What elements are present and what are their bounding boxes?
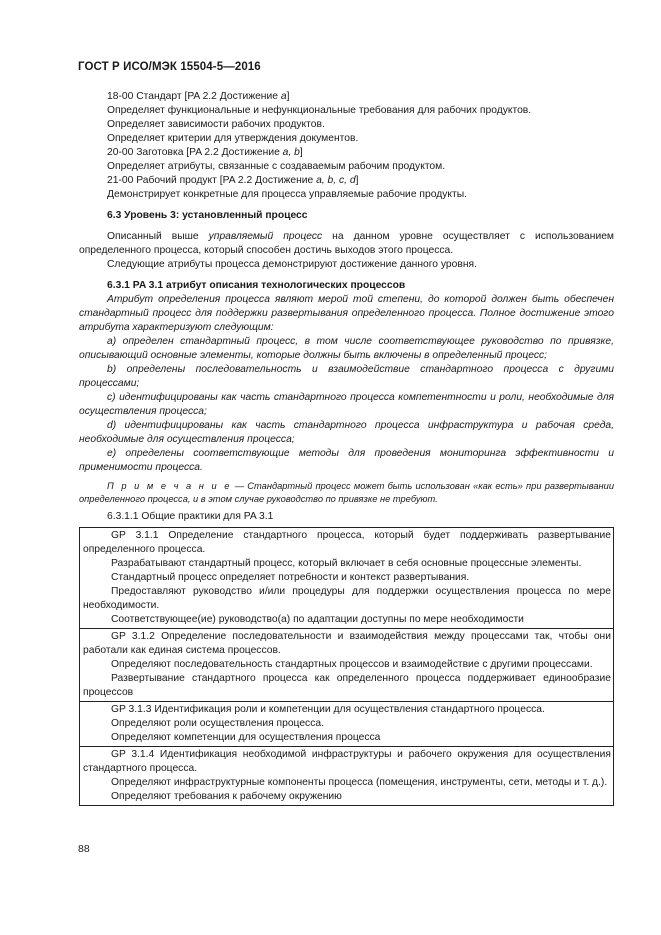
note-text: — Стандартный процесс может быть использован «как есть» при развертывании определенного процесса, и в этом случае руководство по привязке не требуют.: [79, 481, 615, 504]
item-bracket: ]: [299, 147, 303, 158]
practice-line: Определяют инфраструктурные компоненты процесса (помещения, инструменты, сети, методы и т. д.).: [111, 777, 608, 788]
item-letters: a: [280, 91, 287, 102]
item-bracket: ]: [286, 91, 290, 102]
work-product-21-00: [79, 174, 614, 188]
practice-line: Определяют последовательность стандартных процессов и взаимодействие с другими процессами.: [111, 659, 593, 670]
work-product-line: Определяет атрибуты, связанные с создаваемым рабочим продуктом.: [107, 161, 446, 172]
practice-line: Разрабатывают стандартный процесс, который включает в себя основные процессные элементы.: [111, 558, 582, 569]
practices-table: [79, 527, 614, 806]
note: [79, 480, 614, 506]
item-text: 21-00 Рабочий продукт [PA 2.2 Достижение: [107, 175, 317, 186]
practice-gp-3-1-4: [80, 747, 613, 805]
section-attributes-text: Следующие атрибуты процесса демонстрируют достижение данного уровня.: [107, 259, 477, 270]
practice-heading: GP 3.1.3 Идентификация роли и компетенции для осуществления стандартного процесса.: [111, 704, 545, 715]
work-product-18-00: [79, 90, 614, 104]
intro-emphasis: управляемый процесс: [208, 231, 323, 242]
practice-line: Предоставляют руководство и/или процедуры для поддержки осуществления процесса по мере необходимости.: [83, 586, 611, 611]
practice-line: Развертывание стандартного процесса как определенного процесса поддерживает единообразие процессов: [83, 673, 611, 698]
section-title: 6.3 Уровень 3: установленный процесс: [107, 210, 308, 221]
intro-text: Описанный выше: [107, 231, 209, 242]
practice-line: Определяют роли осуществления процесса.: [111, 718, 324, 729]
practice-heading: GP 3.1.2 Определение последовательности и взаимодействия между процессами так, чтобы они работали как единая система процессов.: [83, 631, 611, 656]
practice-line: Соответствующее(ие) руководство(а) по адаптации доступны по мере необходимости: [111, 614, 524, 625]
criterion-e: e) определены соответствующие методы для проведения мониторинга эффективности и применимости процесса.: [79, 448, 614, 473]
work-product-line: Демонстрирует конкретные для процесса управляемые рабочие продукты.: [107, 189, 467, 200]
note-label: П р и м е ч а н и е: [107, 481, 232, 491]
work-product-line: Определяет зависимости рабочих продуктов.: [107, 119, 325, 130]
work-product-line: Определяет функциональные и нефункциональные требования для рабочих продуктов.: [107, 105, 532, 116]
criterion-d: d) идентифицированы как часть стандартного процесса инфраструктура и рабочая среда, необходимые для осуществления процесса;: [79, 420, 614, 445]
practice-heading: GP 3.1.4 Идентификация необходимой инфраструктуры и рабочего окружения для осуществления стандартного процесса.: [83, 749, 611, 774]
item-text: 20-00 Заготовка [PA 2.2 Достижение: [107, 147, 283, 158]
page-content: [79, 90, 614, 806]
practice-heading: GP 3.1.1 Определение стандартного процесса, который будет поддерживать развертывание определенного процесса.: [83, 530, 611, 555]
criterion-c: c) идентифицированы как часть стандартного процесса компетентности и роли, необходимые для осуществления процесса;: [79, 392, 614, 417]
intro-text: на данном уровне осуществляет с использованием определенного процесса, который способен достичь выходов этого процесса.: [79, 231, 614, 256]
practice-gp-3-1-1: [80, 528, 613, 629]
practice-line: Определяют компетенции для осуществления процесса: [111, 732, 381, 743]
item-letters: a, b: [282, 147, 300, 158]
item-bracket: ]: [355, 175, 359, 186]
practice-gp-3-1-3: [80, 702, 613, 747]
practices-title: 6.3.1.1 Общие практики для PA 3.1: [107, 511, 274, 522]
work-product-line: Определяет критерии для утверждения документов.: [107, 133, 359, 144]
criterion-b: b) определены последовательность и взаимодействие стандартного процесса с другими процессами;: [79, 364, 614, 389]
subsection-title: 6.3.1 PA 3.1 атрибут описания технологических процессов: [107, 280, 406, 291]
work-product-20-00: [79, 146, 614, 160]
item-text: 18-00 Стандарт [PA 2.2 Достижение: [107, 91, 281, 102]
section-intro: [79, 230, 614, 258]
page-number: 88: [78, 843, 90, 855]
subsection-intro: Атрибут определения процесса являют мерой той степени, до которой должен быть обеспечен стандартный процесс для поддержки развертывания определенного процесса. Полное достижение этого атрибута характеризуют следующим:: [79, 294, 614, 333]
item-letters: a, b, c, d: [316, 175, 356, 186]
practice-line: Определяют требования к рабочему окружению: [111, 791, 342, 802]
practice-line: Стандартный процесс определяет потребности и контекст развертывания.: [111, 572, 470, 583]
criterion-a: a) определен стандартный процесс, в том числе соответствующее руководство по привязке, описывающий основные элементы, которые должны быть включены в определенный процесс;: [79, 336, 614, 361]
practice-gp-3-1-2: [80, 629, 613, 702]
document-header: ГОСТ Р ИСО/МЭК 15504-5—2016: [78, 61, 261, 73]
